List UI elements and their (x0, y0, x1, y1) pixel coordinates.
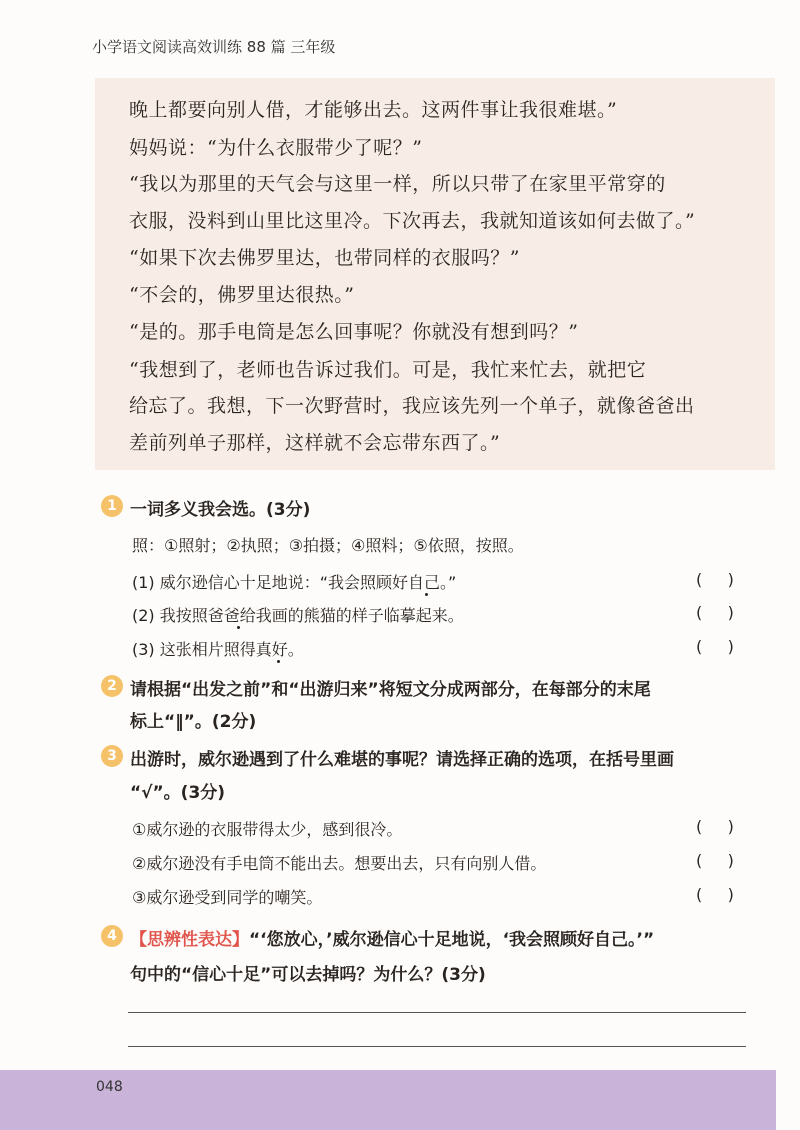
emphasis-dot (277, 660, 280, 663)
passage-line: “我想到了，老师也告诉过我们。可是，我忙来忙去，就把它 (129, 359, 647, 381)
passage-line: 给忘了。我想，下一次野营时，我应该先列一个单子，就像爸爸出 (129, 395, 695, 417)
emphasis-dot (237, 626, 240, 629)
question-3-item: ②威尔逊没有手电筒不能出去。想要出去，只有向别人借。 (132, 854, 547, 873)
passage-line: “如果下次去佛罗里达，也带同样的衣服吗？” (129, 247, 520, 269)
question-1-options: 照：①照射；②执照；③拍摄；④照料；⑤依照，按照。 (132, 536, 524, 555)
question-2-text: 请根据“出发之前”和“出游归来”将短文分成两部分，在每部分的末尾 (130, 680, 651, 700)
question-2-badge: 2 (101, 675, 123, 697)
answer-blank[interactable]: ( ) (696, 603, 734, 622)
passage-line: “不会的，佛罗里达很热。” (129, 284, 355, 306)
emphasis-dot (425, 593, 428, 596)
answer-blank[interactable]: ( ) (696, 885, 734, 904)
question-4-text: 句中的“信心十足”可以去掉吗？为什么？(3分) (130, 965, 486, 985)
question-4-text (130, 925, 654, 950)
question-1-item: (1) 威尔逊信心十足地说：“我会照顾好自己。” (132, 573, 457, 592)
passage-line: 妈妈说：“为什么衣服带少了呢？” (129, 137, 423, 159)
question-1-item: (3) 这张相片照得真好。 (132, 640, 304, 659)
question-1-item: (2) 我按照爸爸给我画的熊猫的样子临摹起来。 (132, 606, 464, 625)
question-4-tag: 【思辨性表达】 (130, 930, 249, 950)
book-header: 小学语文阅读高效训练 88 篇 三年级 (92, 38, 336, 56)
passage-line: “是的。那手电筒是怎么回事呢？你就没有想到吗？” (129, 321, 579, 343)
question-4-quote: “‘您放心，’威尔逊信心十足地说，‘我会照顾好自己。’” (249, 930, 655, 950)
answer-blank[interactable]: ( ) (696, 637, 734, 656)
passage-line: 差前列单子那样，这样就不会忘带东西了。” (129, 432, 501, 454)
question-1-text: 一词多义我会选。(3分) (130, 500, 311, 520)
question-2-text: 标上“‖”。(2分) (130, 712, 257, 732)
question-3-badge: 3 (101, 745, 123, 767)
passage-line: “我以为那里的天气会与这里一样，所以只带了在家里平常穿的 (129, 173, 666, 195)
question-3-text: 出游时，威尔逊遇到了什么难堪的事呢？请选择正确的选项，在括号里画 (130, 750, 674, 770)
question-3-item: ③威尔逊受到同学的嘲笑。 (132, 888, 323, 907)
question-4-badge: 4 (101, 925, 123, 947)
question-3-item: ①威尔逊的衣服带得太少，感到很冷。 (132, 820, 403, 839)
passage-line: 晚上都要向别人借，才能够出去。这两件事让我很难堪。” (129, 99, 618, 121)
question-1-badge: 1 (101, 495, 123, 517)
answer-line[interactable] (128, 1046, 746, 1047)
passage-line: 衣服，没料到山里比这里冷。下次再去，我就知道该如何去做了。” (129, 210, 696, 232)
answer-line[interactable] (128, 1012, 746, 1013)
question-3-text: “√”。(3分) (130, 783, 226, 803)
answer-blank[interactable]: ( ) (696, 817, 734, 836)
page-number: 048 (96, 1079, 123, 1095)
answer-blank[interactable]: ( ) (696, 851, 734, 870)
answer-blank[interactable]: ( ) (696, 570, 734, 589)
